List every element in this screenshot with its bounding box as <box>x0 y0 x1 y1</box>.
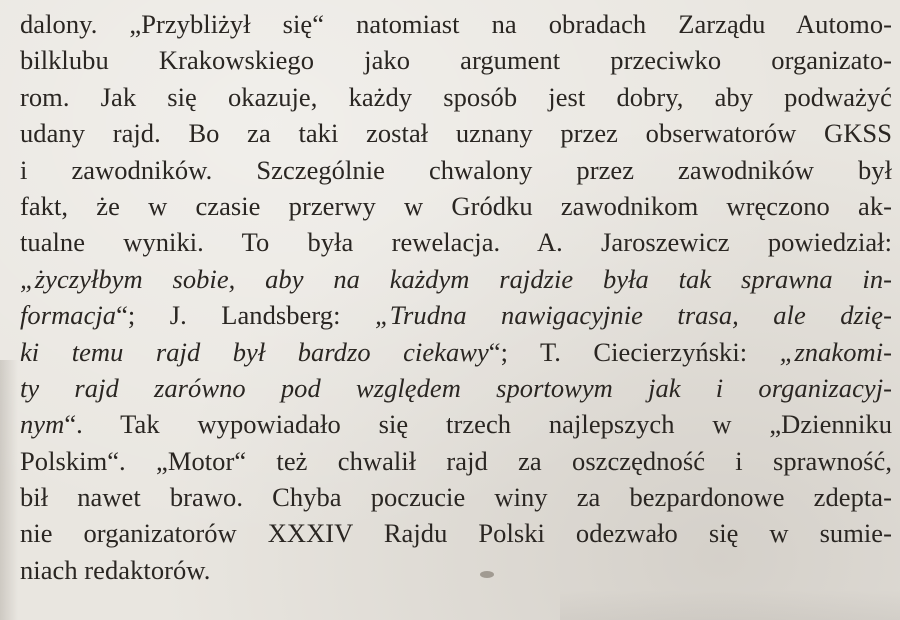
body-paragraph <box>20 6 892 588</box>
italic-quote-segment: nym <box>20 409 65 440</box>
text-segment: i zawodników. Szczególnie chwalony przez zawodników był <box>20 154 892 185</box>
text-segment: niach redaktorów. <box>20 554 211 585</box>
text-segment: rom. Jak się okazuje, każdy sposób jest dobry, aby podważyć <box>20 81 892 112</box>
ink-mark <box>480 571 494 578</box>
text-line <box>20 406 892 442</box>
text-line <box>20 370 892 406</box>
text-line <box>20 79 892 115</box>
text-line <box>20 42 892 78</box>
italic-quote-segment: „Trudna nawigacyjnie trasa, ale dzię- <box>374 300 892 331</box>
italic-quote-segment: „znakomi- <box>779 336 892 367</box>
text-line <box>20 515 892 551</box>
text-segment: bilklubu Krakowskiego jako argument przeciwko organizato- <box>20 45 892 76</box>
text-line <box>20 224 892 260</box>
text-segment: bił nawet brawo. Chyba poczucie winy za bezpardonowe zdepta- <box>20 482 892 513</box>
text-line <box>20 152 892 188</box>
text-segment: fakt, że w czasie przerwy w Gródku zawodnikom wręczono ak- <box>20 190 892 221</box>
text-line <box>20 443 892 479</box>
italic-quote-segment: formacja <box>20 300 117 331</box>
text-segment: “. Tak wypowiadało się trzech najlepszych w „Dzienniku <box>64 409 892 440</box>
text-segment: “; T. Ciecierzyński: <box>488 336 780 367</box>
text-segment: Polskim“. „Motor“ też chwalił rajd za oszczędność i sprawność, <box>20 445 892 476</box>
text-line <box>20 334 892 370</box>
text-segment: nie organizatorów XXXIV Rajdu Polski odezwało się w sumie- <box>20 518 892 549</box>
text-line <box>20 6 892 42</box>
text-line <box>20 188 892 224</box>
italic-quote-segment: ki temu rajd był bardzo ciekawy <box>20 336 489 367</box>
italic-quote-segment: „życzyłbym sobie, aby na każdym rajdzie była tak sprawna in- <box>20 263 892 294</box>
text-line <box>20 297 892 333</box>
text-line <box>20 115 892 151</box>
italic-quote-segment: ty rajd zarówno pod względem sportowym jak i organizacyj- <box>20 372 892 403</box>
text-segment: “; J. Landsberg: <box>116 300 375 331</box>
text-line <box>20 261 892 297</box>
text-line <box>20 479 892 515</box>
page-gutter-shadow <box>0 360 18 620</box>
text-segment: tualne wyniki. To była rewelacja. A. Jaroszewicz powiedział: <box>20 227 892 258</box>
text-segment: udany rajd. Bo za taki został uznany przez obserwatorów GKSS <box>20 118 892 149</box>
page-bleed-through <box>560 590 900 620</box>
text-line <box>20 552 892 588</box>
text-segment: dalony. „Przybliżył się“ natomiast na obradach Zarządu Automo- <box>20 9 892 39</box>
